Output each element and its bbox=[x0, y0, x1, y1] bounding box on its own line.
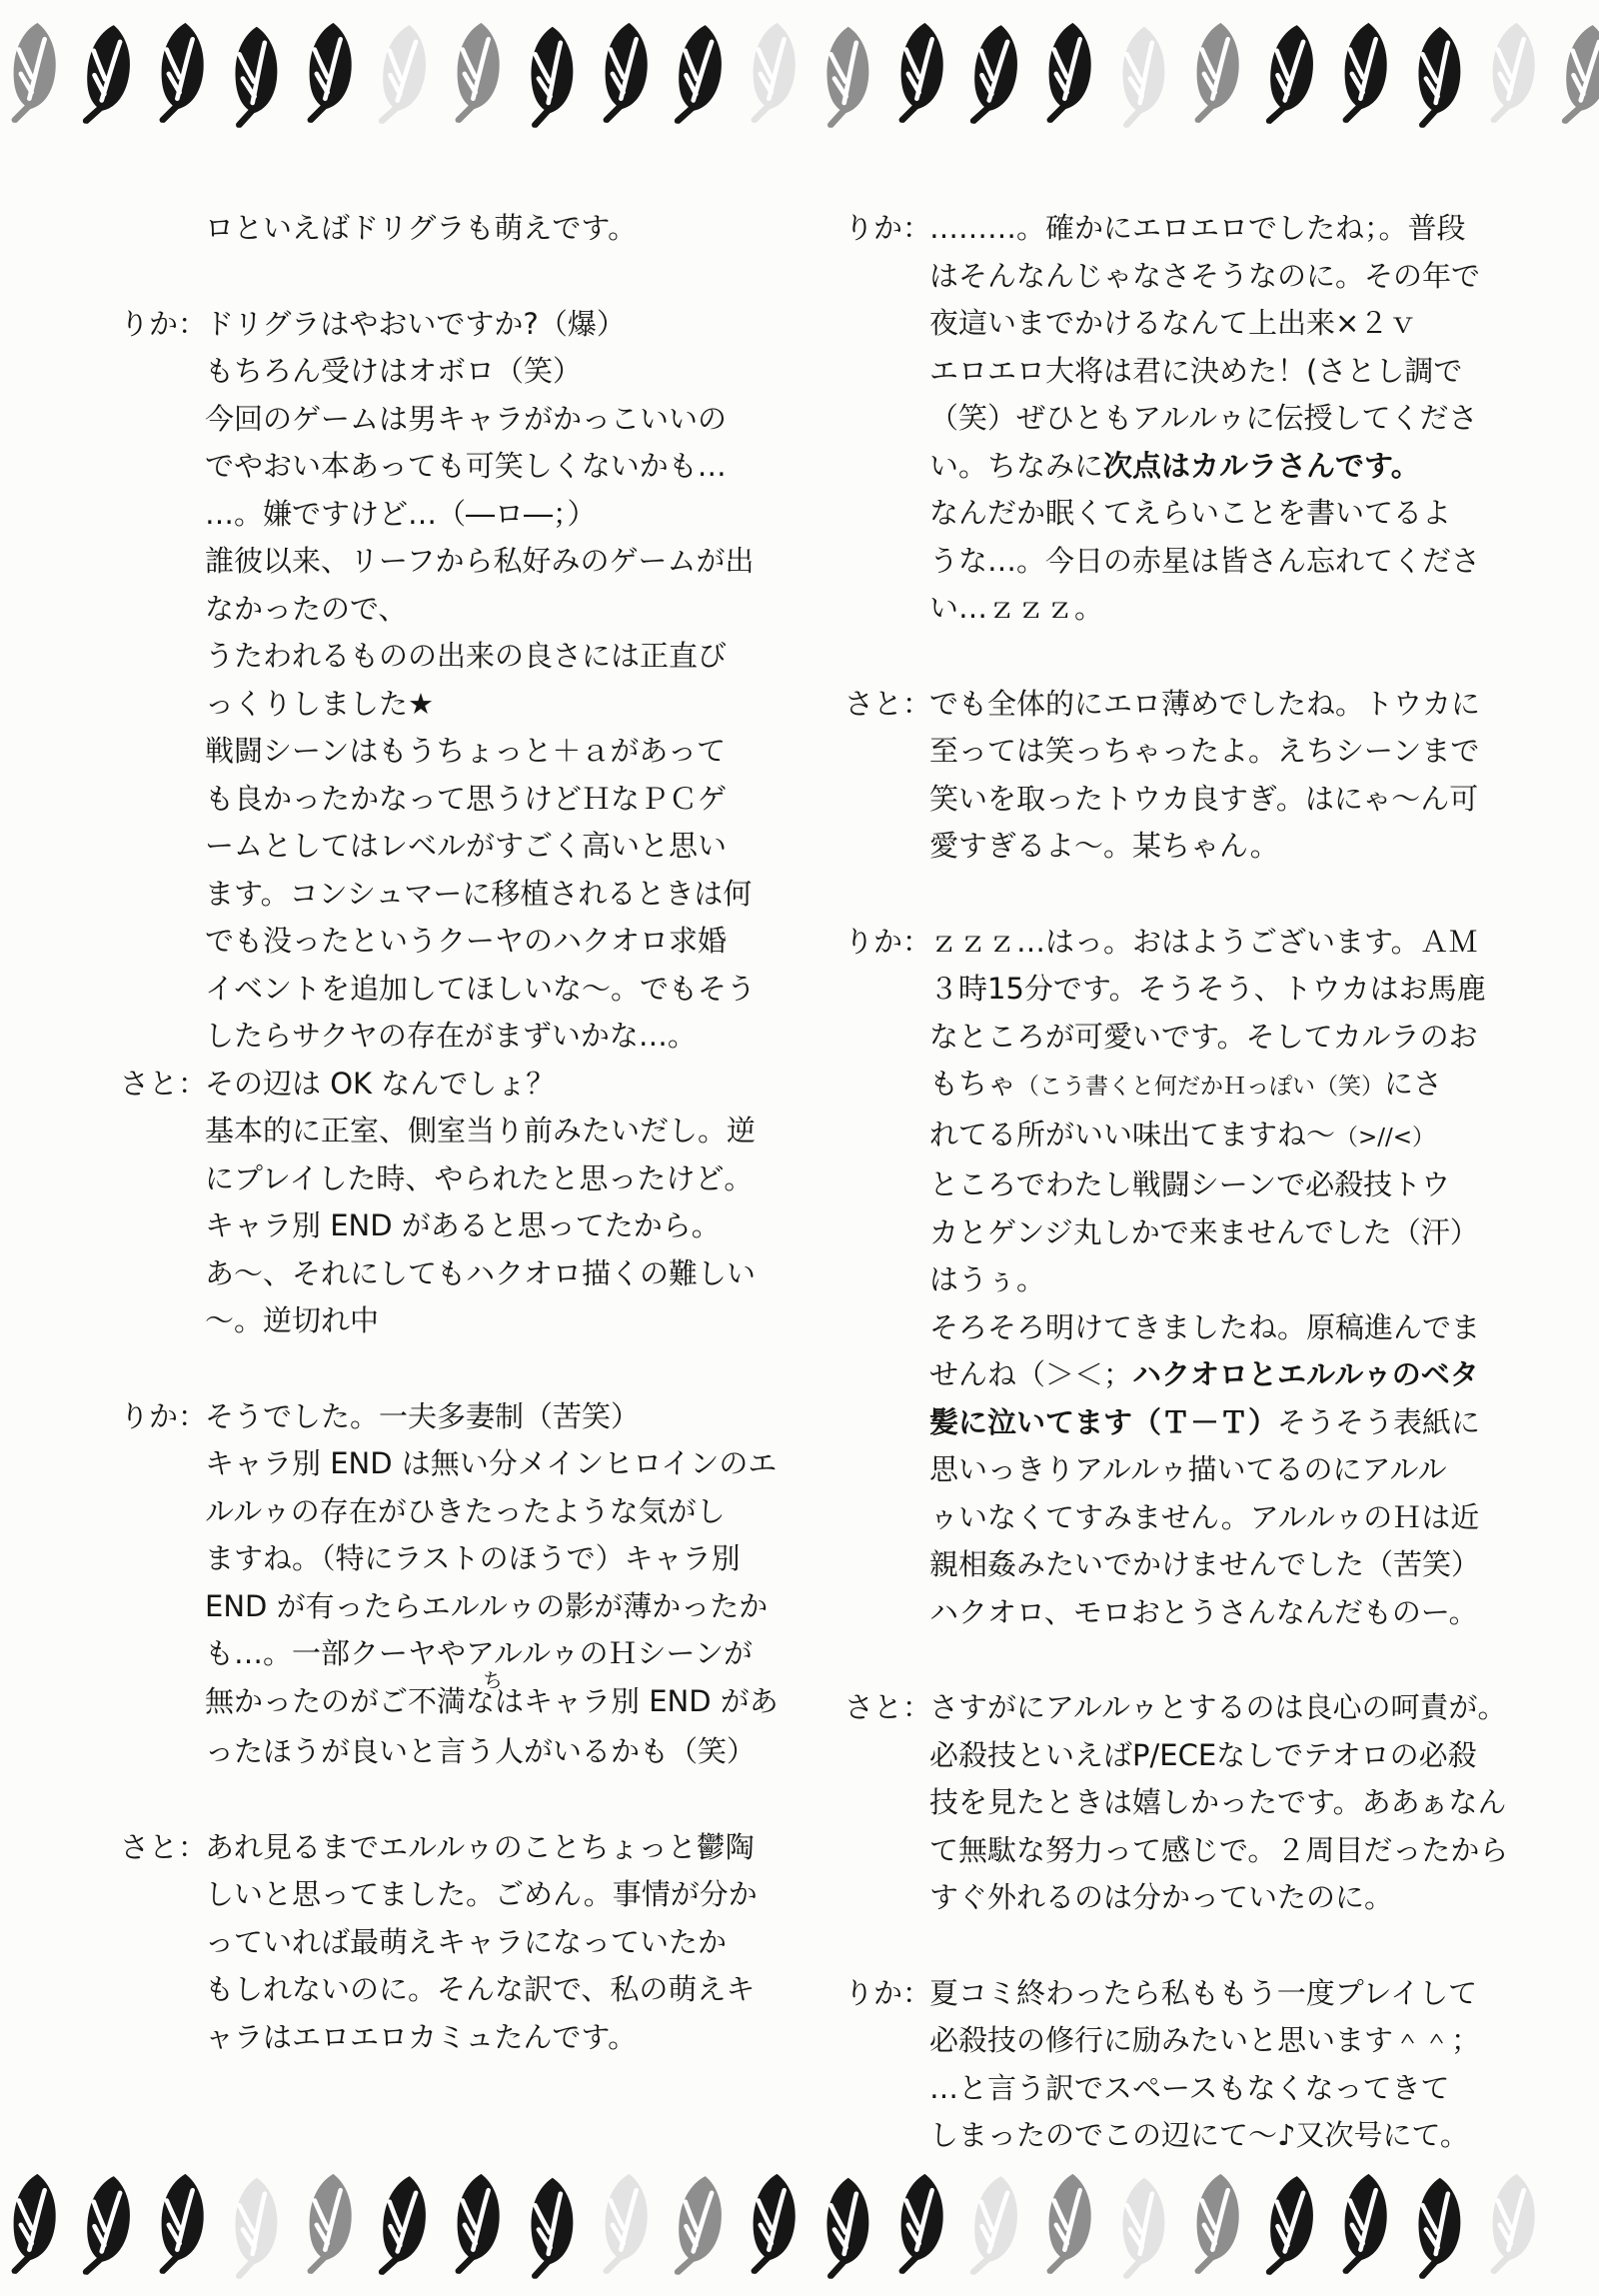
dialogue-text: さすがにアルルゥとするのは良心の呵責が。 bbox=[929, 1690, 1507, 1724]
dialogue-text: はそんなんじゃなさそうなのに。その年で bbox=[929, 258, 1481, 293]
leaf-stamp-icon bbox=[150, 18, 213, 126]
dialogue-text: すぐ外れるのは分かっていたのに。 bbox=[929, 1880, 1394, 1914]
leaf-stamp-icon bbox=[1481, 18, 1544, 126]
dialogue-text: ロといえばドリグラも萌えです。 bbox=[205, 211, 638, 245]
dialogue-line bbox=[205, 1061, 800, 1109]
leaf-stamp-icon bbox=[227, 24, 285, 129]
dialogue-text: ームとしてはレベルがすごく高いと思い bbox=[205, 829, 728, 863]
dialogue-line bbox=[929, 300, 1524, 348]
dialogue-line bbox=[205, 443, 800, 491]
dialogue-line bbox=[929, 728, 1524, 776]
dialogue-text: キャラ別 END は無い分メインヒロインのエ bbox=[205, 1446, 778, 1480]
leaf-stamp-icon bbox=[1553, 19, 1599, 129]
dialogue-paragraph bbox=[844, 205, 1524, 633]
dialogue-text: て無駄な努力って感じで。２周目だったから bbox=[929, 1832, 1509, 1867]
dialogue-line bbox=[205, 728, 800, 776]
leaf-stamp-icon bbox=[1333, 2169, 1396, 2277]
speaker-label: さと： bbox=[844, 686, 932, 721]
dialogue-text: うな…。今日の赤星は皆さん忘れてくださ bbox=[929, 543, 1481, 578]
dialogue-text: れてる所がいい味出てますね～ bbox=[929, 1117, 1336, 1151]
dialogue-line bbox=[929, 1827, 1524, 1875]
speaker-label: さと： bbox=[120, 1066, 208, 1101]
dialogue-line bbox=[929, 823, 1524, 871]
dialogue-line bbox=[929, 1494, 1524, 1542]
dialogue-line bbox=[929, 443, 1524, 491]
dialogue-line bbox=[929, 776, 1524, 824]
speaker-label: りか： bbox=[844, 1975, 932, 2010]
dialogue-line bbox=[929, 1589, 1524, 1637]
leaf-stamp-icon bbox=[227, 2175, 285, 2280]
dialogue-line bbox=[205, 1393, 800, 1441]
leaf-stamp-icon bbox=[1037, 18, 1100, 126]
leaf-stamp-icon bbox=[1410, 2175, 1468, 2280]
dialogue-text: 必殺技といえばP/ECEなしでテオロの必殺 bbox=[929, 1737, 1477, 1772]
leaf-band-top bbox=[6, 20, 1599, 124]
dialogue-text: その辺は OK なんでしょ？ bbox=[205, 1066, 556, 1101]
dialogue-line bbox=[929, 1304, 1524, 1352]
leaf-stamp-icon bbox=[2, 2169, 65, 2277]
dialogue-line bbox=[929, 1970, 1524, 2018]
dialogue-text: ドリグラはやおいですか?（爆） bbox=[205, 306, 626, 341]
dialogue-text: ャラはエロエロカミュたんです。 bbox=[205, 2019, 638, 2054]
dialogue-text: 無かったのがご不満な bbox=[205, 1683, 496, 1718]
dialogue-line bbox=[929, 2017, 1524, 2065]
dialogue-line bbox=[929, 1061, 1524, 1112]
leaf-stamp-icon bbox=[1257, 19, 1325, 129]
dialogue-paragraph bbox=[844, 681, 1524, 871]
dialogue-paragraph bbox=[120, 1824, 800, 2062]
leaf-stamp-icon bbox=[961, 19, 1029, 129]
dialogue-text: ったほうが良いと言う人がいるかも（笑） bbox=[205, 1734, 757, 1768]
dialogue-text: でやおい本あっても可笑しくないかも… bbox=[205, 449, 727, 483]
dialogue-text: ｚｚｚ…はっ。おはようございます。ＡＭ bbox=[929, 924, 1478, 959]
leaf-stamp-icon bbox=[2, 18, 65, 126]
dialogue-line bbox=[929, 585, 1524, 633]
leaf-stamp-icon bbox=[594, 2169, 657, 2277]
dialogue-text: も良かったかなって思うけどＨなＰＣゲ bbox=[205, 781, 728, 816]
dialogue-text: はキャラ別 END があ bbox=[495, 1683, 779, 1718]
dialogue-text: っくりしました★ bbox=[205, 686, 434, 721]
speaker-label: さと： bbox=[120, 1829, 208, 1864]
leaf-stamp-icon bbox=[594, 18, 657, 126]
dialogue-text: 愛すぎるよ～。某ちゃん。 bbox=[929, 829, 1279, 863]
dialogue-text: もちろん受けはオボロ（笑） bbox=[205, 354, 583, 388]
dialogue-line bbox=[929, 490, 1524, 538]
dialogue-text: い。ちなみに bbox=[929, 448, 1104, 483]
speaker-label: りか： bbox=[120, 306, 208, 341]
leaf-stamp-icon bbox=[150, 2169, 213, 2277]
dialogue-text: キャラ別 END があると思ってたから。 bbox=[205, 1208, 721, 1242]
dialogue-line bbox=[929, 919, 1524, 967]
dialogue-text: ますね。（特にラストのほうで）キャラ別 bbox=[205, 1541, 741, 1575]
dialogue-line bbox=[929, 1684, 1524, 1732]
dialogue-text: あれ見るまでエルルゥのことちょっと鬱陶 bbox=[205, 1829, 755, 1864]
dialogue-text: 誰彼以来、リーフから私好みのゲームが出 bbox=[205, 544, 755, 578]
dialogue-text: （笑）ぜひともアルルゥに伝授してくださ bbox=[929, 401, 1478, 435]
dialogue-text: あ～、それにしてもハクオロ描くの難しい bbox=[205, 1255, 757, 1290]
dialogue-line bbox=[929, 1351, 1524, 1399]
dialogue-text: ～。逆切れ中 bbox=[205, 1303, 380, 1337]
dialogue-text: 夜這いまでかけるなんて上出来×２ｖ bbox=[929, 306, 1418, 340]
dialogue-line bbox=[929, 1256, 1524, 1304]
dialogue-line bbox=[929, 1209, 1524, 1257]
leaf-stamp-icon bbox=[523, 2175, 581, 2280]
dialogue-line bbox=[205, 538, 800, 586]
leaf-stamp-icon bbox=[818, 2175, 876, 2280]
dialogue-text: でも全体的にエロ薄めでしたね。トウカに bbox=[929, 686, 1481, 721]
dialogue-text: い…ｚｚｚ。 bbox=[929, 591, 1104, 625]
dialogue-line bbox=[205, 823, 800, 871]
dialogue-line bbox=[929, 1161, 1524, 1209]
dialogue-text: 思いっきりアルルゥ描いてるのにアルル bbox=[929, 1452, 1447, 1486]
dialogue-line bbox=[205, 681, 800, 729]
dialogue-text: 至っては笑っちゃったよ。えちシーンまで bbox=[929, 734, 1480, 768]
dialogue-line bbox=[205, 1728, 800, 1776]
dialogue-line bbox=[205, 205, 800, 253]
dialogue-text: 髪に泣いてます（Ｔ－Ｔ） bbox=[929, 1404, 1278, 1439]
dialogue-text: 基本的に正室、側室当り前みたいだし。逆 bbox=[205, 1114, 757, 1148]
dialogue-line bbox=[205, 1250, 800, 1298]
dialogue-text: （こう書くと何だかＨっぽい（笑） bbox=[1016, 1074, 1385, 1100]
dialogue-line bbox=[929, 1399, 1524, 1447]
dialogue-text: ゥいなくてすみません。アルルゥのＨは近 bbox=[929, 1499, 1480, 1534]
dialogue-text: しまったのでこの辺にて～♪又次号にて。 bbox=[929, 2118, 1469, 2152]
leaf-stamp-icon bbox=[1114, 24, 1172, 129]
dialogue-text: なところが可愛いです。そしてカルラのお bbox=[929, 1019, 1478, 1054]
leaf-stamp-icon bbox=[1037, 2169, 1100, 2277]
leaf-stamp-icon bbox=[74, 19, 142, 129]
dialogue-text: END が有ったらエルルゥの影が薄かったか bbox=[205, 1588, 769, 1623]
leaf-stamp-icon bbox=[1481, 2169, 1544, 2277]
dialogue-text: でも没ったというクーヤのハクオロ求婚 bbox=[205, 924, 728, 958]
dialogue-paragraph bbox=[120, 301, 800, 1061]
dialogue-text: 笑いを取ったトウカ良すぎ。はにゃ～ん可 bbox=[929, 781, 1479, 816]
dialogue-text: はうぅ。 bbox=[929, 1262, 1046, 1296]
dialogue-text: せんね（＞＜； bbox=[929, 1357, 1133, 1391]
leaf-stamp-icon bbox=[666, 19, 734, 129]
leaf-stamp-icon bbox=[1185, 18, 1248, 126]
dialogue-line bbox=[205, 1013, 800, 1061]
dialogue-text: そうでした。一夫多妻制（苦笑） bbox=[205, 1398, 641, 1433]
leaf-stamp-icon bbox=[818, 24, 876, 129]
dialogue-text: ３時15分です。そうそう、トウカはお馬鹿 bbox=[929, 972, 1486, 1006]
dialogue-text: イベントを追加してほしいな～。でもそう bbox=[205, 971, 757, 1006]
dialogue-text: しいと思ってました。ごめん。事情が分か bbox=[205, 1877, 758, 1911]
dialogue-line bbox=[205, 633, 800, 681]
dialogue-line bbox=[205, 396, 800, 444]
dialogue-line bbox=[929, 1541, 1524, 1589]
dialogue-text: っていれば最萌えキャラになっていたか bbox=[205, 1924, 728, 1959]
dialogue-text: …。嫌ですけど…（―ロ―；） bbox=[205, 496, 597, 531]
dialogue-text: もちゃ bbox=[929, 1067, 1017, 1101]
leaf-stamp-icon bbox=[1185, 2169, 1248, 2277]
dialogue-line bbox=[205, 491, 800, 539]
dialogue-text: そろそろ明けてきましたね。原稿進んでま bbox=[929, 1309, 1481, 1344]
leaf-stamp-icon bbox=[666, 2170, 734, 2280]
leaf-stamp-icon bbox=[298, 18, 361, 126]
leaf-stamp-icon bbox=[370, 2170, 438, 2280]
dialogue-line bbox=[205, 1871, 800, 1919]
leaf-stamp-icon bbox=[1333, 18, 1396, 126]
dialogue-line bbox=[929, 1779, 1524, 1827]
dialogue-line bbox=[929, 681, 1524, 729]
dialogue-line bbox=[205, 966, 800, 1014]
dialogue-text: うたわれるものの出来の良さには正直び bbox=[205, 639, 728, 673]
dialogue-text: （>//<） bbox=[1335, 1124, 1436, 1150]
dialogue-line bbox=[205, 1297, 800, 1345]
leaf-stamp-icon bbox=[74, 2170, 142, 2280]
dialogue-line bbox=[205, 871, 800, 919]
dialogue-line bbox=[929, 2112, 1524, 2160]
dialogue-line bbox=[205, 1583, 800, 1631]
dialogue-text: 親相姦みたいでかけませんでした（苦笑） bbox=[929, 1547, 1481, 1581]
text-column-right bbox=[844, 205, 1524, 2160]
leaf-stamp-icon bbox=[298, 2169, 361, 2277]
leaf-band-bottom bbox=[6, 2171, 1599, 2275]
dialogue-line bbox=[205, 1202, 800, 1250]
speaker-label: りか： bbox=[120, 1398, 208, 1433]
dialogue-line bbox=[205, 301, 800, 349]
leaf-stamp-icon bbox=[889, 18, 952, 126]
dialogue-text: エロエロ大将は君に決めた！(さとし調で bbox=[929, 353, 1463, 388]
dialogue-line bbox=[205, 1155, 800, 1203]
dialogue-line bbox=[205, 348, 800, 396]
leaf-stamp-icon bbox=[523, 24, 581, 129]
dialogue-paragraph bbox=[120, 1061, 800, 1345]
dialogue-line bbox=[929, 1732, 1524, 1780]
dialogue-text: ハクオロ、モロおとうさんなんだものー。 bbox=[929, 1594, 1478, 1629]
dialogue-line bbox=[929, 1446, 1524, 1494]
dialogue-text: ハクオロとエルルゥのベタ bbox=[1132, 1357, 1479, 1391]
dialogue-paragraph bbox=[844, 919, 1524, 1637]
dialogue-text: もしれないのに。そんな訳で、私の萌えキ bbox=[205, 1972, 756, 2006]
dialogue-line bbox=[929, 348, 1524, 396]
dialogue-text: ………。確かにエロエロでしたね；。普段 bbox=[929, 211, 1466, 245]
dialogue-text: 次点はカルラさんです。 bbox=[1103, 448, 1420, 483]
dialogue-line bbox=[205, 586, 800, 634]
dialogue-line bbox=[929, 1112, 1524, 1162]
dialogue-line bbox=[205, 1824, 800, 1872]
leaf-stamp-icon bbox=[1410, 24, 1468, 129]
dialogue-text: も…。一部クーヤやアルルゥのＨシーンが bbox=[205, 1636, 753, 1670]
dialogue-text: カとゲンジ丸しかで来ませんでした（汗） bbox=[929, 1214, 1479, 1249]
dialogue-text: にさ bbox=[1384, 1067, 1443, 1101]
dialogue-text: なんだか眠くてえらいことを書いてるよ bbox=[929, 496, 1452, 530]
text-column-left bbox=[120, 205, 800, 2061]
dialogue-text: …と言う訳でスペースもなくなってきて bbox=[929, 2070, 1450, 2105]
dialogue-line bbox=[929, 205, 1524, 253]
dialogue-line bbox=[929, 1874, 1524, 1922]
dialogue-text: にプレイした時、やられたと思ったけど。 bbox=[205, 1160, 754, 1195]
leaf-stamp-icon bbox=[1257, 2170, 1325, 2280]
leaf-stamp-icon bbox=[742, 2169, 804, 2277]
dialogue-line bbox=[205, 776, 800, 824]
dialogue-line bbox=[205, 1919, 800, 1967]
dialogue-line bbox=[929, 1014, 1524, 1062]
dialogue-line bbox=[205, 1488, 800, 1536]
leaf-stamp-icon bbox=[446, 2169, 509, 2277]
dialogue-text: 夏コミ終わったら私ももう一度プレイして bbox=[929, 1975, 1478, 2010]
dialogue-paragraph bbox=[120, 1393, 800, 1776]
dialogue-paragraph bbox=[844, 1684, 1524, 1922]
dialogue-line bbox=[205, 918, 800, 966]
leaf-stamp-icon bbox=[961, 2170, 1029, 2280]
dialogue-line: 無かったのがご不満なちはキャラ別 END があ bbox=[205, 1667, 779, 1718]
dialogue-line bbox=[929, 2065, 1524, 2113]
dialogue-text: ところでわたし戦闘シーンで必殺技トウ bbox=[929, 1167, 1451, 1201]
dialogue-line bbox=[929, 395, 1524, 443]
dialogue-line bbox=[205, 2014, 800, 2062]
dialogue-line bbox=[205, 1966, 800, 2014]
dialogue-paragraph bbox=[120, 205, 800, 253]
dialogue-paragraph bbox=[844, 1970, 1524, 2160]
leaf-stamp-icon bbox=[742, 18, 804, 126]
dialogue-line bbox=[929, 966, 1524, 1014]
dialogue-text: ルルゥの存在がひきたったような気がし bbox=[205, 1493, 726, 1528]
dialogue-line bbox=[929, 253, 1524, 301]
dialogue-text: 技を見たときは嬉しかったです。ああぁなん bbox=[929, 1785, 1507, 1819]
dialogue-text: なかったので、 bbox=[205, 591, 408, 626]
speaker-label: りか： bbox=[844, 211, 932, 245]
dialogue-text: 今回のゲームは男キャラがかっこいいの bbox=[205, 401, 728, 436]
leaf-stamp-icon bbox=[370, 19, 438, 129]
dialogue-line bbox=[205, 1108, 800, 1155]
leaf-stamp-icon bbox=[446, 18, 509, 126]
leaf-stamp-icon bbox=[889, 2169, 952, 2277]
speaker-label: りか： bbox=[844, 924, 932, 959]
dialogue-text: 必殺技の修行に励みたいと思います＾＾； bbox=[929, 2023, 1481, 2057]
speaker-label: さと： bbox=[844, 1690, 932, 1724]
leaf-stamp-icon bbox=[1114, 2175, 1172, 2280]
dialogue-text: そうそう表紙に bbox=[1277, 1404, 1481, 1439]
dialogue-line bbox=[205, 1535, 800, 1583]
dialogue-line bbox=[205, 1440, 800, 1488]
dialogue-text: したらサクヤの存在がまずいかな…。 bbox=[205, 1019, 697, 1053]
dialogue-line bbox=[929, 538, 1524, 586]
dialogue-text: 戦闘シーンはもうちょっと＋ａがあって bbox=[205, 734, 727, 768]
dialogue-text: ます。コンシュマーに移植されるときは何 bbox=[205, 876, 753, 911]
